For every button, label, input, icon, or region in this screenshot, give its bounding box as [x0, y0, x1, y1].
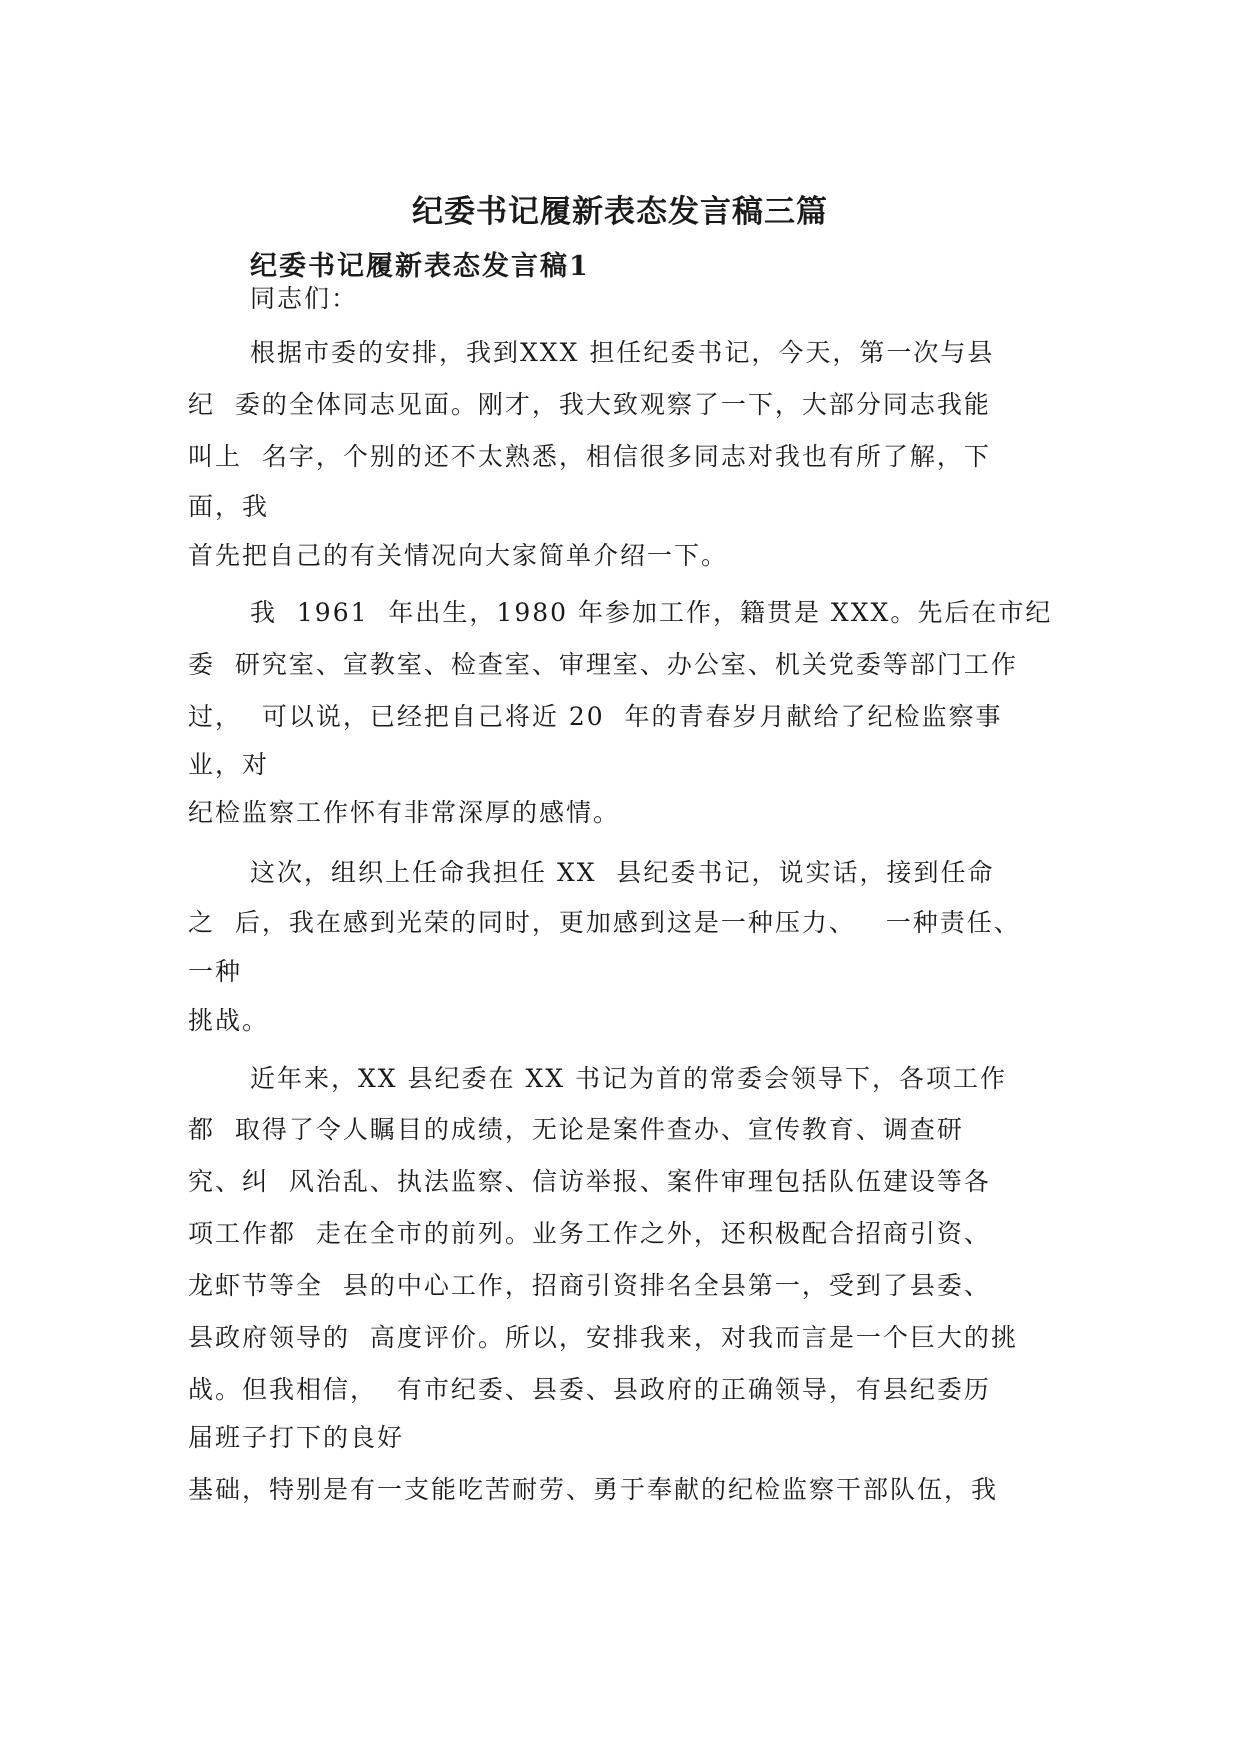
text-line: 叫上 名字，个别的还不太熟悉，相信很多同志对我也有所了解，下 — [188, 442, 991, 471]
text-line: 我 1961 年出生，1980 年参加工作，籍贯是 XXX。先后在市纪 — [250, 598, 1053, 627]
text-line: 过， 可以说，已经把自己将近 20 年的青春岁月献给了纪检监察事 — [188, 702, 1003, 731]
text-line: 纪检监察工作怀有非常深厚的感情。 — [188, 798, 621, 827]
text-line: 委 研究室、宣教室、检查室、审理室、办公室、机关党委等部门工作 — [188, 650, 1018, 679]
text-line: 面，我 — [188, 492, 270, 521]
text-line: 一种 — [188, 957, 243, 986]
text-line: 首先把自己的有关情况向大家简单介绍一下。 — [188, 541, 729, 570]
section-title: 纪委书记履新表态发言稿1 — [250, 251, 590, 282]
text-line: 战。但我相信， 有市纪委、县委、县政府的正确领导，有县纪委历 — [188, 1375, 991, 1404]
salutation: 同志们： — [250, 284, 359, 313]
text-line: 都 取得了令人瞩目的成绩，无论是案件查办、宣传教育、调查研 — [188, 1115, 964, 1144]
text-line: 届班子打下的良好 — [188, 1423, 405, 1452]
text-line: 根据市委的安排，我到XXX 担任纪委书记，今天，第一次与县 — [250, 338, 995, 367]
text-line: 业，对 — [188, 750, 270, 779]
text-line: 之 后，我在感到光荣的同时，更加感到这是一种压力、 一种责任、 — [188, 908, 1021, 937]
text-line: 项工作都 走在全市的前列。业务工作之外，还积极配合招商引资、 — [188, 1219, 991, 1248]
text-line: 挑战。 — [188, 1006, 270, 1035]
text-line: 近年来，XX 县纪委在 XX 书记为首的常委会领导下，各项工作 — [250, 1064, 1008, 1093]
text-line: 纪 委的全体同志见面。刚才，我大致观察了一下，大部分同志我能 — [188, 390, 991, 419]
text-line: 龙虾节等全 县的中心工作，招商引资排名全县第一，受到了县委、 — [188, 1271, 991, 1300]
text-line: 究、纠 风治乱、执法监察、信访举报、案件审理包括队伍建设等各 — [188, 1167, 991, 1196]
text-line: 这次，组织上任命我担任 XX 县纪委书记，说实话，接到任命 — [250, 858, 995, 887]
text-line: 县政府领导的 高度评价。所以，安排我来，对我而言是一个巨大的挑 — [188, 1323, 1018, 1352]
document-title: 纪委书记履新表态发言稿三篇 — [412, 194, 828, 230]
text-line: 基础，特别是有一支能吃苦耐劳、勇于奉献的纪检监察干部队伍，我 — [188, 1475, 999, 1504]
